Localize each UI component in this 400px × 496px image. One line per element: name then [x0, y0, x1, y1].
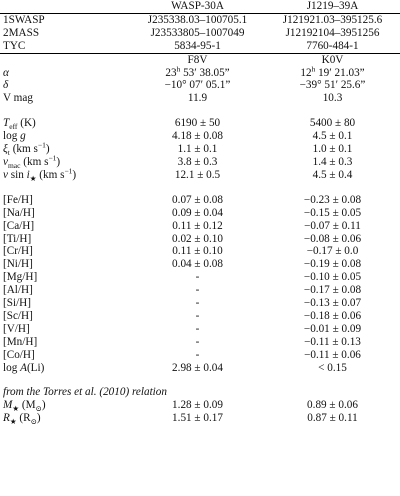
row-label: [Mn/H]: [3, 335, 38, 348]
cell-value: 0.89 ± 0.06: [307, 399, 358, 412]
cell-value: 6190 ± 50: [174, 117, 221, 130]
abundance-row: [0, 297, 400, 310]
cell-value: 4.18 ± 0.08: [172, 130, 223, 143]
microturbulence-row: [0, 143, 400, 156]
alpha-label: α: [3, 66, 9, 79]
row-label: [0, 67, 130, 80]
vmag-row: [0, 92, 400, 105]
mass-row: [0, 399, 400, 412]
cell-value: -: [195, 271, 200, 284]
abundance-row: [0, 349, 400, 362]
cell-value: −0.17 ± 0.08: [303, 284, 362, 297]
spacer-row: [0, 105, 400, 117]
cell-value: 1.0 ± 0.1: [312, 143, 353, 156]
cell-value: 12.1 ± 0.5: [174, 168, 221, 181]
cell-value: 0.02 ± 0.10: [172, 232, 223, 245]
cell-value: J12192104–3951256: [285, 26, 380, 39]
row-label: 1SWASP: [3, 13, 45, 26]
cell-value: 0.09 ± 0.04: [172, 206, 223, 219]
row-label: v $\sin i_★$ (km $s^{-1}$): [3, 166, 77, 184]
dec-row: [0, 79, 400, 92]
table-row: [0, 13, 400, 26]
cell-value: 3.8 ± 0.3: [177, 155, 218, 168]
cell-value: 1.51 ± 0.17: [172, 412, 223, 425]
macroturbulence-row: [0, 156, 400, 169]
row-label: [Na/H]: [3, 206, 35, 219]
row-label: $v_{mac}$ (km $s^{-1}$): [3, 153, 61, 171]
spectral-type-wasp30a: F8V: [187, 53, 208, 66]
ra-j1219: 12$^h$ 19′ 21.03”: [300, 63, 365, 79]
header-empty-cell: [0, 0, 130, 13]
row-label: [Sc/H]: [3, 309, 33, 322]
cell-value: −0.11 ± 0.06: [304, 348, 361, 361]
teff-row: [0, 117, 400, 130]
cell-value: 7760-484-1: [265, 40, 400, 53]
cell-value: −0.15 ± 0.05: [303, 206, 362, 219]
cell-value: 1.1 ± 0.1: [177, 143, 218, 156]
abundance-row: [0, 194, 400, 207]
cell-value: 0.07 ± 0.08: [172, 193, 223, 206]
cell-value: 0.87 ± 0.11: [307, 412, 358, 425]
row-label: [Fe/H]: [3, 193, 33, 206]
dec-wasp30a: −10° 07′ 05.1”: [164, 79, 231, 92]
lithium-row: [0, 362, 400, 375]
header-j1219: J1219–39A: [265, 0, 400, 13]
abundance-row: [0, 284, 400, 297]
cell-value: -: [195, 348, 200, 361]
abundance-row: [0, 323, 400, 336]
abundance-row: [0, 258, 400, 271]
cell-value: −0.18 ± 0.06: [303, 309, 362, 322]
row-label: $\xi_t$ (km $s^{-1}$): [3, 140, 50, 158]
cell-value: 4.5 ± 0.4: [312, 168, 353, 181]
row-label: [Ca/H]: [3, 219, 35, 232]
cell-value: −0.10 ± 0.05: [303, 271, 362, 284]
row-label: log g: [3, 130, 26, 143]
cell-value: 0.11 ± 0.10: [172, 245, 223, 258]
row-label: [Co/H]: [3, 348, 35, 361]
cell-value: -: [195, 322, 200, 335]
cell-value: -: [195, 335, 200, 348]
row-label: $T_{eff}$ (K): [3, 117, 36, 132]
spacer-row: [0, 374, 400, 386]
dec-j1219: −39° 51′ 25.6”: [299, 79, 366, 92]
table-row: [0, 40, 400, 53]
cell-value: 0.04 ± 0.08: [172, 258, 223, 271]
cell-value: 4.5 ± 0.1: [312, 130, 353, 143]
row-label: [Ti/H]: [3, 232, 32, 245]
row-label: [0, 79, 130, 92]
table-row: [0, 27, 400, 40]
row-label: [Mg/H]: [3, 271, 38, 284]
relation-note-row: [0, 386, 400, 399]
cell-value: −0.19 ± 0.08: [303, 258, 362, 271]
abundance-row: [0, 207, 400, 220]
spectral-type-j1219: K0V: [321, 53, 344, 66]
spacer-row: [0, 182, 400, 194]
row-label: [Si/H]: [3, 297, 31, 310]
abundance-row: [0, 245, 400, 258]
row-label: log A(Li): [3, 361, 45, 374]
row-label: [Ni/H]: [3, 258, 33, 271]
cell-value: 2.98 ± 0.04: [172, 361, 223, 374]
cell-value: −0.17 ± 0.0: [306, 245, 359, 258]
cell-value: 5834-95-1: [130, 40, 265, 53]
cell-value: −0.13 ± 0.07: [303, 297, 362, 310]
cell-value: J23533805–1007049: [150, 26, 245, 39]
row-label: 2MASS: [3, 26, 40, 39]
delta-label: δ: [3, 79, 9, 92]
row-label: [V/H]: [3, 322, 30, 335]
row-label: V mag: [3, 92, 33, 105]
cell-value: -: [195, 284, 200, 297]
vsini-row: [0, 169, 400, 182]
vmag-j1219: 10.3: [322, 92, 343, 105]
cell-value: J235338.03–100705.1: [147, 13, 248, 26]
cell-value: −0.08 ± 0.06: [303, 232, 362, 245]
cell-value: -: [195, 309, 200, 322]
cell-value: -: [195, 297, 200, 310]
ra-wasp30a: 23$^h$ 53′ 38.05”: [165, 63, 230, 79]
row-label: [0, 53, 130, 66]
cell-value: 5400 ± 80: [309, 117, 356, 130]
cell-value: < 0.15: [318, 361, 347, 374]
cell-value: 0.11 ± 0.12: [172, 219, 223, 232]
abundance-row: [0, 271, 400, 284]
abundance-row: [0, 310, 400, 323]
cell-value: −0.23 ± 0.08: [303, 193, 362, 206]
cell-value: J121921.03–395125.6: [282, 13, 383, 26]
row-label: $R_★$ $(R_⊙)$: [3, 412, 41, 427]
logg-row: [0, 130, 400, 143]
table-header-row: [0, 0, 400, 13]
abundance-row: [0, 233, 400, 246]
abundance-row: [0, 336, 400, 349]
cell-value: 1.28 ± 0.09: [172, 399, 223, 412]
cell-value: −0.07 ± 0.11: [304, 219, 361, 232]
relation-note: from the Torres et al. (2010) relation: [3, 386, 167, 399]
row-label: TYC: [0, 40, 130, 53]
cell-value: −0.01 ± 0.09: [303, 322, 362, 335]
ra-row: [0, 67, 400, 80]
cell-value: 1.4 ± 0.3: [312, 155, 353, 168]
cell-value: −0.11 ± 0.13: [304, 335, 361, 348]
abundance-row: [0, 220, 400, 233]
vmag-wasp30a: 11.9: [187, 92, 208, 105]
row-label: [Al/H]: [3, 284, 33, 297]
spectral-type-row: [0, 53, 400, 66]
radius-row: [0, 412, 400, 425]
row-label: $M_★$ $(M_⊙)$: [3, 399, 46, 414]
header-wasp30a: WASP-30A: [130, 0, 265, 13]
row-label: [Cr/H]: [3, 245, 33, 258]
